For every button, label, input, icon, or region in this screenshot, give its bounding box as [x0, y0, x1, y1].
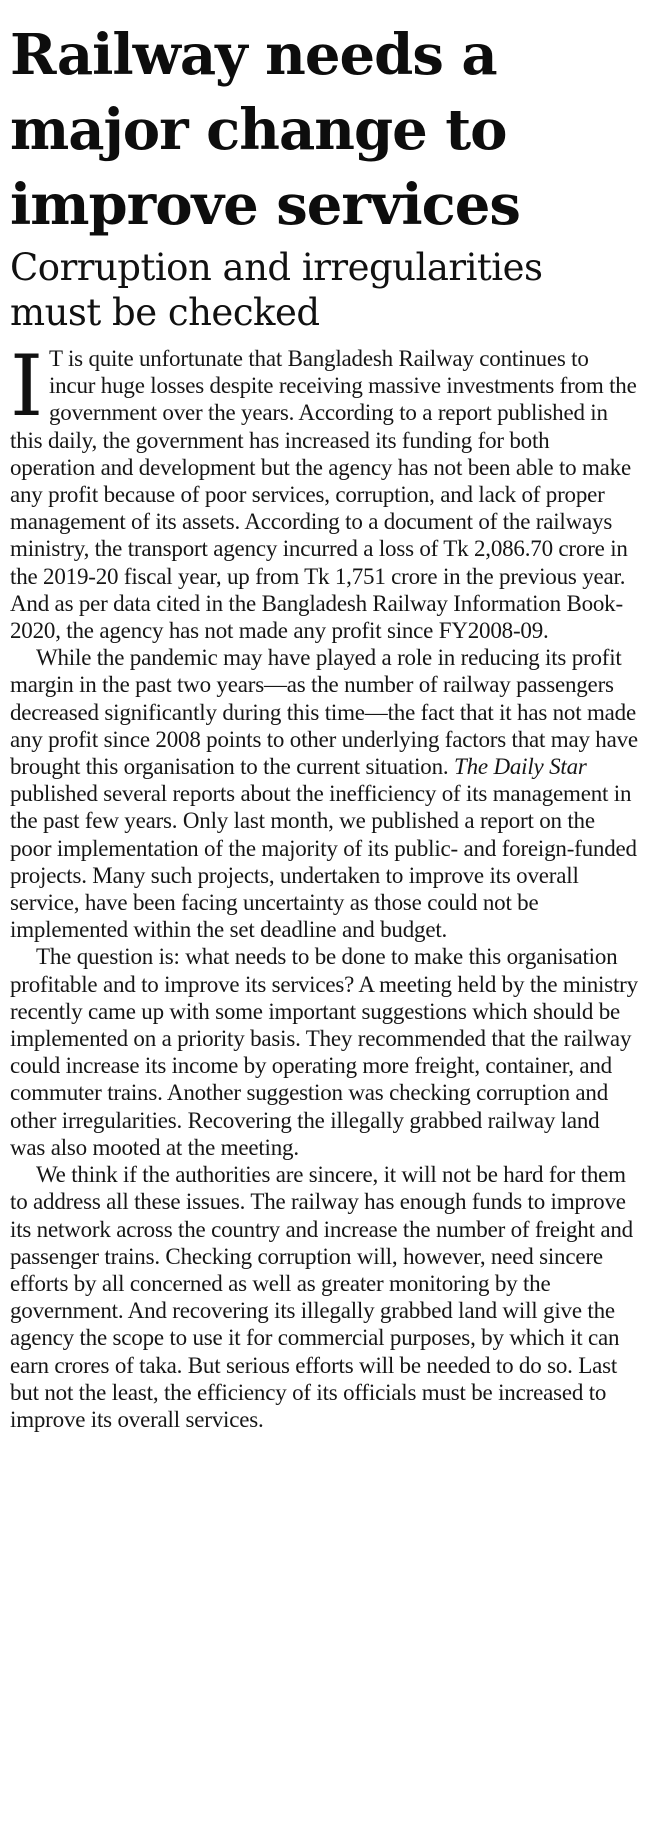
paragraph-1 — [10, 337, 639, 644]
headline-line: improve services — [10, 172, 520, 238]
headline-line: Railway needs a — [10, 22, 497, 88]
paragraph-2-text-b: published several reports about the inefficiency of its management in the past few years. Only last month, we published a report on the poor implementation of the majority of its public- and foreign-funded projects. Many such projects, undertaken to improve its overall service, have been facing uncertainty as those could not be implemented within the set deadline and budget. — [10, 781, 637, 943]
paragraph-1-text: T is quite unfortunate that Bangladesh Railway continues to incur huge losses despite receiving massive investments from the government over the years. According to a report published in this daily, the government has increased its funding for both operation and development but the agency has not been able to make any profit because of poor services, corruption, and lack of proper management of its assets. According to a document of the railways ministry, the transport agency incurred a loss of Tk 2,086.70 crore in the 2019-20 fiscal year, up from Tk 1,751 crore in the previous year. And as per data cited in the Bangladesh Railway Information Book-2020, the agency has not made any profit since FY2008-09. — [10, 346, 637, 644]
subheadline: Corruption and irregularities must be checked — [10, 246, 543, 334]
paragraph-2 — [10, 644, 639, 943]
headline — [10, 0, 639, 243]
article-body — [10, 337, 639, 1433]
drop-cap: I — [10, 337, 43, 435]
paragraph-4: We think if the authorities are sincere, it will not be hard for them to address all these issues. The railway has enough funds to improve its network across the country and increase the number of freight and passenger trains. Checking corruption will, however, need sincere efforts by all concerned as well as greater monitoring by the government. And recovering its illegally grabbed land will give the agency the scope to use it for commercial purposes, by which it can earn crores of taka. But serious efforts will be needed to do so. Last but not the least, the efficiency of its officials must be increased to improve its overall services. — [10, 1162, 633, 1432]
paragraph-2-text-a: While the pandemic may have played a role in reducing its profit margin in the past two years—as the number of railway passengers decreased significantly during this time—the fact that it has not made any profit since 2008 points to other underlying factors that may have brought this organisation to the current situation. — [10, 645, 638, 780]
publication-name: The Daily Star — [454, 754, 587, 780]
headline-line: major change to — [10, 97, 507, 163]
paragraph-3: The question is: what needs to be done to make this organisation profitable and to improve its services? A meeting held by the ministry recently came up with some important suggestions which should be implemented on a priority basis. They recommended that the railway could increase its income by operating more freight, container, and commuter trains. Another suggestion was checking corruption and other irregularities. Recovering the illegally grabbed railway land was also mooted at the meeting. — [10, 944, 638, 1160]
